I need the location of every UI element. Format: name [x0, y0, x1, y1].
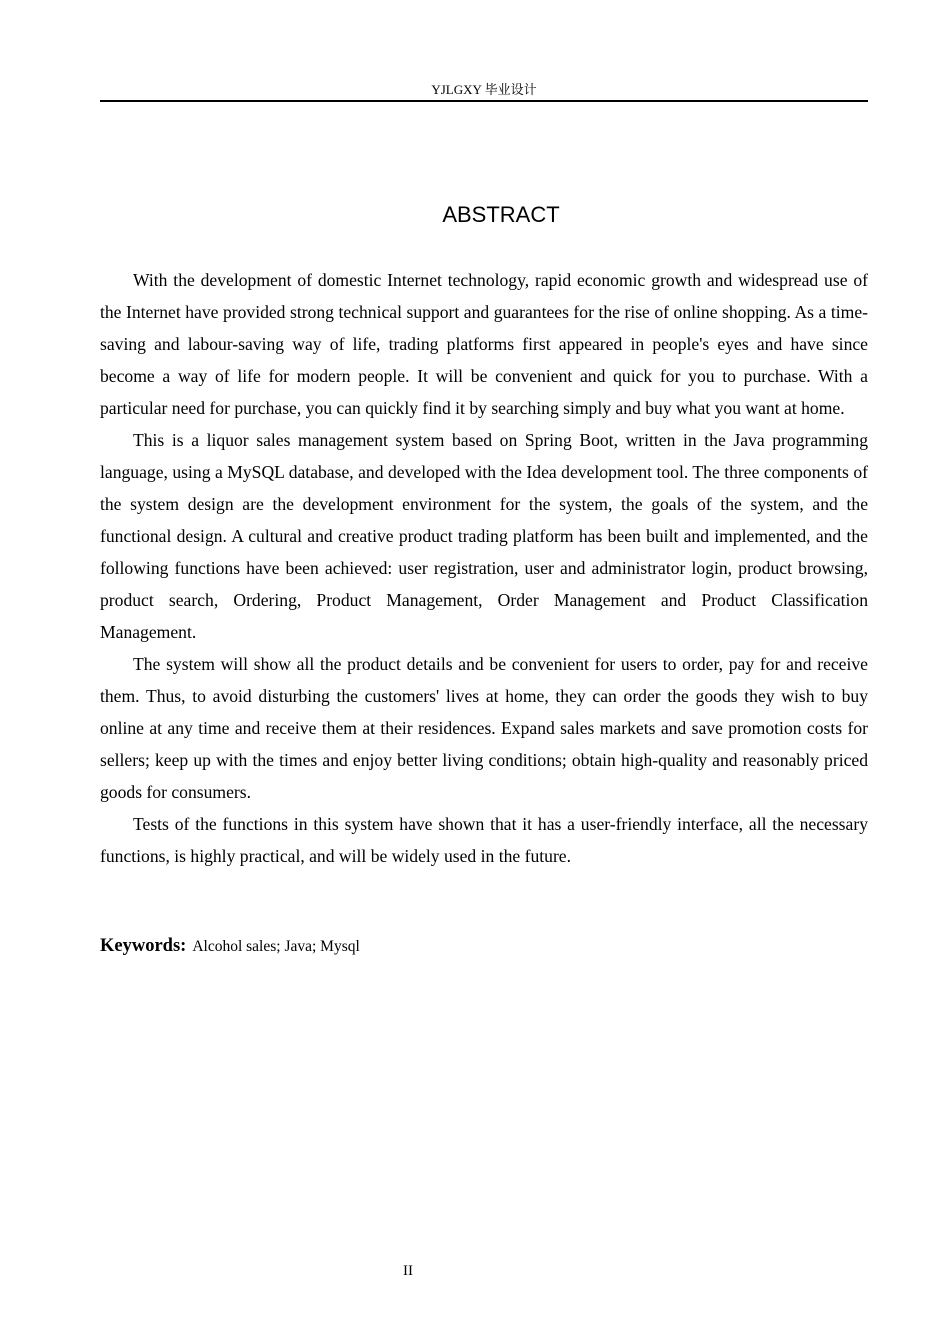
page-number: II	[403, 1263, 413, 1279]
keywords-value: Alcohol sales; Java; Mysql	[192, 938, 360, 955]
abstract-title: ABSTRACT	[442, 202, 560, 227]
abstract-paragraph-1: With the development of domestic Internet technology, rapid economic growth and widespread use of the Internet have provided strong technical support and guarantees for the rise of online shopping. As a time-saving and labour-saving way of life, trading platforms first appeared in people's eyes and have since become a way of life for modern people. It will be convenient and quick for you to purchase. With a particular need for purchase, you can quickly find it by searching simply and buy what you want at home.	[100, 270, 868, 418]
abstract-paragraph-4: Tests of the functions in this system have shown that it has a user-friendly interface, all the necessary functions, is highly practical, and will be widely used in the future.	[100, 814, 868, 866]
running-header: YJLGXY 毕业设计	[431, 82, 537, 97]
keywords-line	[100, 932, 868, 961]
header-rule	[100, 100, 868, 102]
abstract-paragraph-2: This is a liquor sales management system based on Spring Boot, written in the Java programming language, using a MySQL database, and developed with the Idea development tool. The three components of the system design are the development environment for the system, the goals of the system, and the functional design. A cultural and creative product trading platform has been built and implemented, and the following functions have been achieved: user registration, user and administrator login, product browsing, product search, Ordering, Product Management, Order Management and Product Classification Management.	[100, 430, 868, 642]
abstract-paragraph-3: The system will show all the product details and be convenient for users to order, pay for and receive them. Thus, to avoid disturbing the customers' lives at home, they can order the goods they wish to buy online at any time and receive them at their residences. Expand sales markets and save promotion costs for sellers; keep up with the times and enjoy better living conditions; obtain high-quality and reasonably priced goods for consumers.	[100, 654, 868, 802]
abstract-body	[100, 264, 868, 872]
keywords-label: Keywords:	[100, 936, 187, 956]
